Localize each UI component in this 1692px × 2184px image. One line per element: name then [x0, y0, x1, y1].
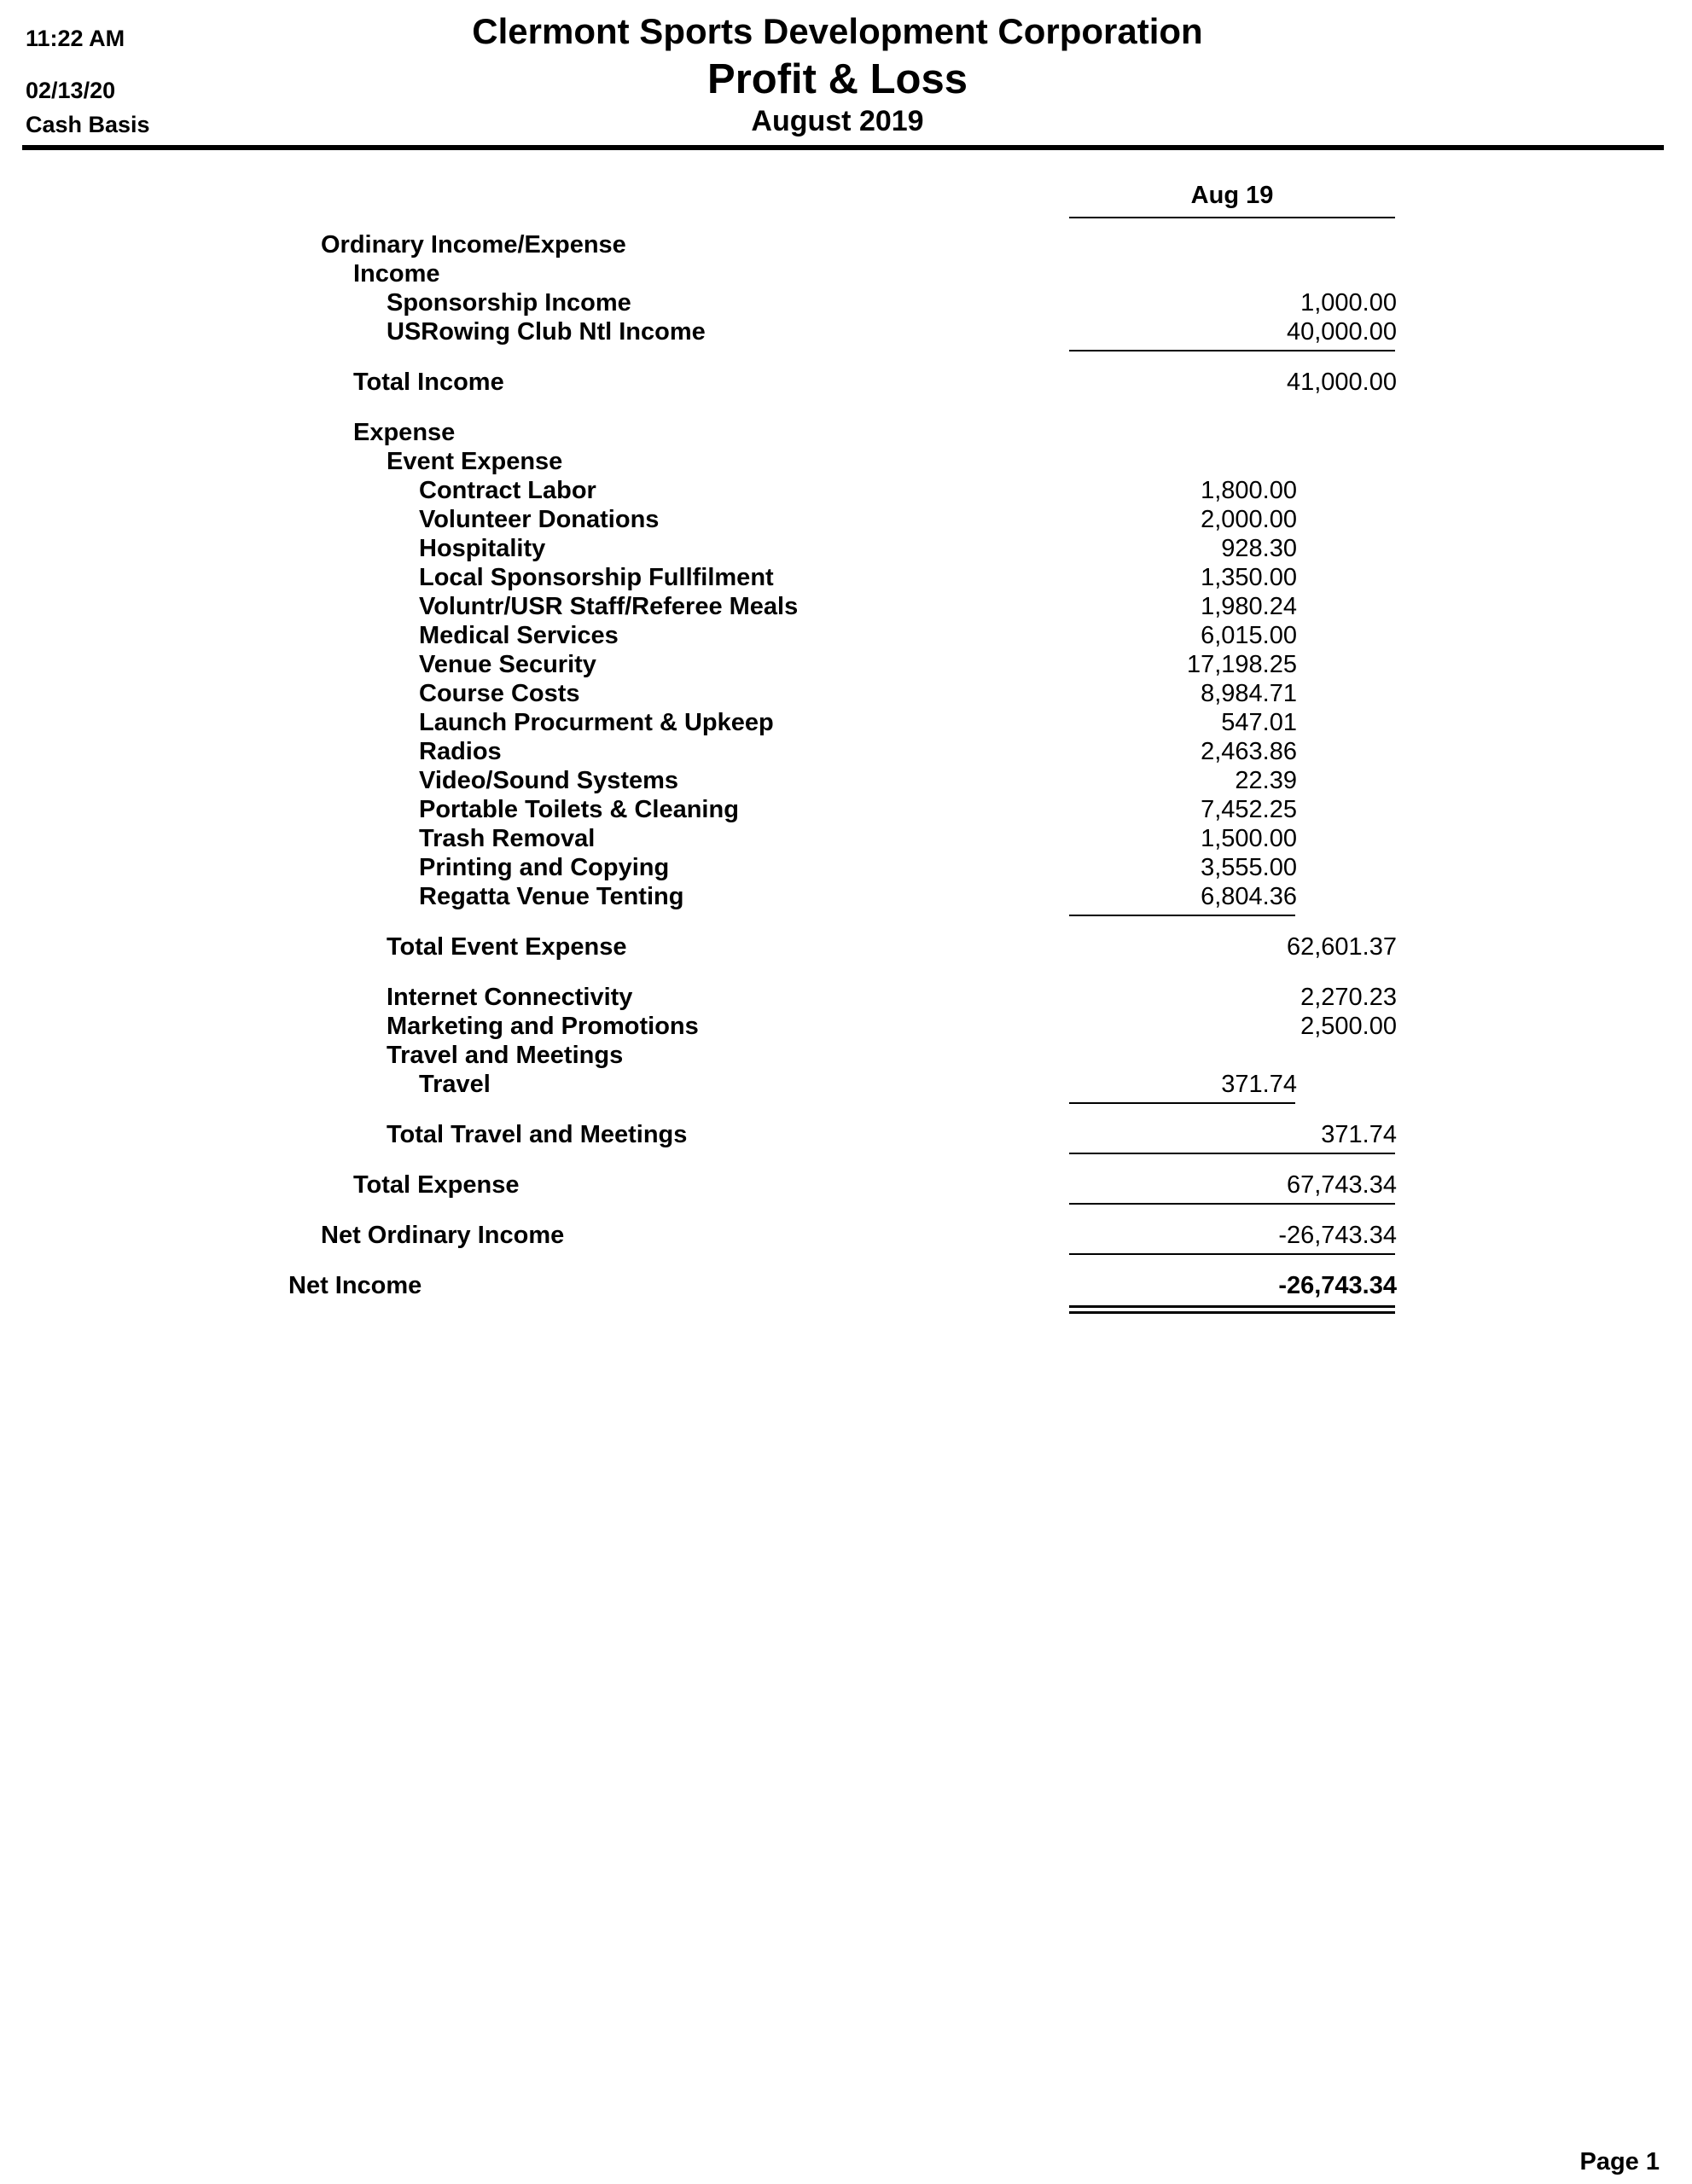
usrowing-income-label: USRowing Club Ntl Income: [387, 318, 706, 346]
event-item-value: 6,804.36: [1201, 883, 1297, 910]
page-number: Page 1: [1579, 2148, 1660, 2175]
income-heading: Income: [353, 260, 440, 288]
event-item-value: 8,984.71: [1201, 680, 1297, 707]
sponsorship-income-label: Sponsorship Income: [387, 289, 631, 317]
event-item-value: 1,800.00: [1201, 477, 1297, 504]
event-item-value: 7,452.25: [1201, 796, 1297, 823]
event-item-label: Medical Services: [419, 622, 619, 649]
total-expense-rule: [1069, 1203, 1395, 1205]
header-rule: [22, 145, 1664, 150]
total-income-value: 41,000.00: [1286, 369, 1397, 396]
company-name: Clermont Sports Development Corporation: [472, 11, 1203, 51]
event-item-label: Trash Removal: [419, 825, 596, 852]
total-expense-value: 67,743.34: [1286, 1171, 1397, 1199]
net-income-double-rule-top: [1069, 1305, 1395, 1308]
column-header-rule: [1069, 217, 1395, 218]
net-income-label: Net Income: [288, 1272, 422, 1299]
total-travel-label: Total Travel and Meetings: [387, 1121, 688, 1148]
total-event-expense-value: 62,601.37: [1286, 933, 1397, 961]
travel-label: Travel: [419, 1071, 491, 1098]
income-subtotal-rule: [1069, 350, 1395, 351]
total-travel-value: 371.74: [1321, 1121, 1397, 1148]
event-item-value: 2,000.00: [1201, 506, 1297, 533]
event-item-label: Portable Toilets & Cleaning: [419, 796, 739, 823]
column-header: Aug 19: [1190, 182, 1274, 209]
travel-meetings-heading: Travel and Meetings: [387, 1042, 624, 1069]
report-basis: Cash Basis: [26, 112, 150, 137]
net-ordinary-income-value: -26,743.34: [1278, 1222, 1397, 1249]
event-item-label: Launch Procurment & Upkeep: [419, 709, 774, 736]
total-income-label: Total Income: [353, 369, 504, 396]
event-item-value: 1,350.00: [1201, 564, 1297, 591]
net-ordinary-income-label: Net Ordinary Income: [321, 1222, 565, 1249]
event-item-label: Radios: [419, 738, 502, 765]
net-income-double-rule-bottom: [1069, 1311, 1395, 1314]
event-item-label: Course Costs: [419, 680, 580, 707]
event-item-value: 17,198.25: [1186, 651, 1297, 678]
event-item-label: Contract Labor: [419, 477, 596, 504]
event-item-label: Video/Sound Systems: [419, 767, 679, 794]
net-income-value: -26,743.34: [1278, 1272, 1397, 1299]
total-event-expense-label: Total Event Expense: [387, 933, 627, 961]
internet-connectivity-value: 2,270.23: [1300, 984, 1397, 1011]
internet-connectivity-label: Internet Connectivity: [387, 984, 633, 1011]
event-item-label: Local Sponsorship Fullfilment: [419, 564, 774, 591]
report-period: August 2019: [751, 105, 924, 137]
event-item-value: 2,463.86: [1201, 738, 1297, 765]
event-item-label: Printing and Copying: [419, 854, 670, 881]
event-item-value: 547.01: [1221, 709, 1297, 736]
event-item-value: 3,555.00: [1201, 854, 1297, 881]
event-item-value: 1,500.00: [1201, 825, 1297, 852]
travel-subtotal-rule: [1069, 1102, 1295, 1104]
expense-heading: Expense: [353, 419, 456, 446]
event-item-label: Volunteer Donations: [419, 506, 660, 533]
event-item-label: Hospitality: [419, 535, 546, 562]
event-item-label: Voluntr/USR Staff/Referee Meals: [419, 593, 799, 620]
total-travel-rule: [1069, 1153, 1395, 1154]
event-subtotal-rule: [1069, 915, 1295, 916]
marketing-label: Marketing and Promotions: [387, 1013, 699, 1040]
report-title: Profit & Loss: [707, 56, 968, 102]
usrowing-income-value: 40,000.00: [1286, 318, 1397, 346]
report-date: 02/13/20: [26, 78, 116, 103]
report-time: 11:22 AM: [26, 26, 125, 51]
event-item-value: 22.39: [1235, 767, 1297, 794]
event-item-value: 6,015.00: [1201, 622, 1297, 649]
event-expense-heading: Event Expense: [387, 448, 563, 475]
net-ordinary-rule: [1069, 1253, 1395, 1255]
event-item-label: Venue Security: [419, 651, 596, 678]
sponsorship-income-value: 1,000.00: [1300, 289, 1397, 317]
travel-value: 371.74: [1221, 1071, 1297, 1098]
event-item-value: 1,980.24: [1201, 593, 1297, 620]
marketing-value: 2,500.00: [1300, 1013, 1397, 1040]
event-item-label: Regatta Venue Tenting: [419, 883, 684, 910]
ordinary-heading: Ordinary Income/Expense: [321, 231, 626, 258]
total-expense-label: Total Expense: [353, 1171, 520, 1199]
event-item-value: 928.30: [1221, 535, 1297, 562]
